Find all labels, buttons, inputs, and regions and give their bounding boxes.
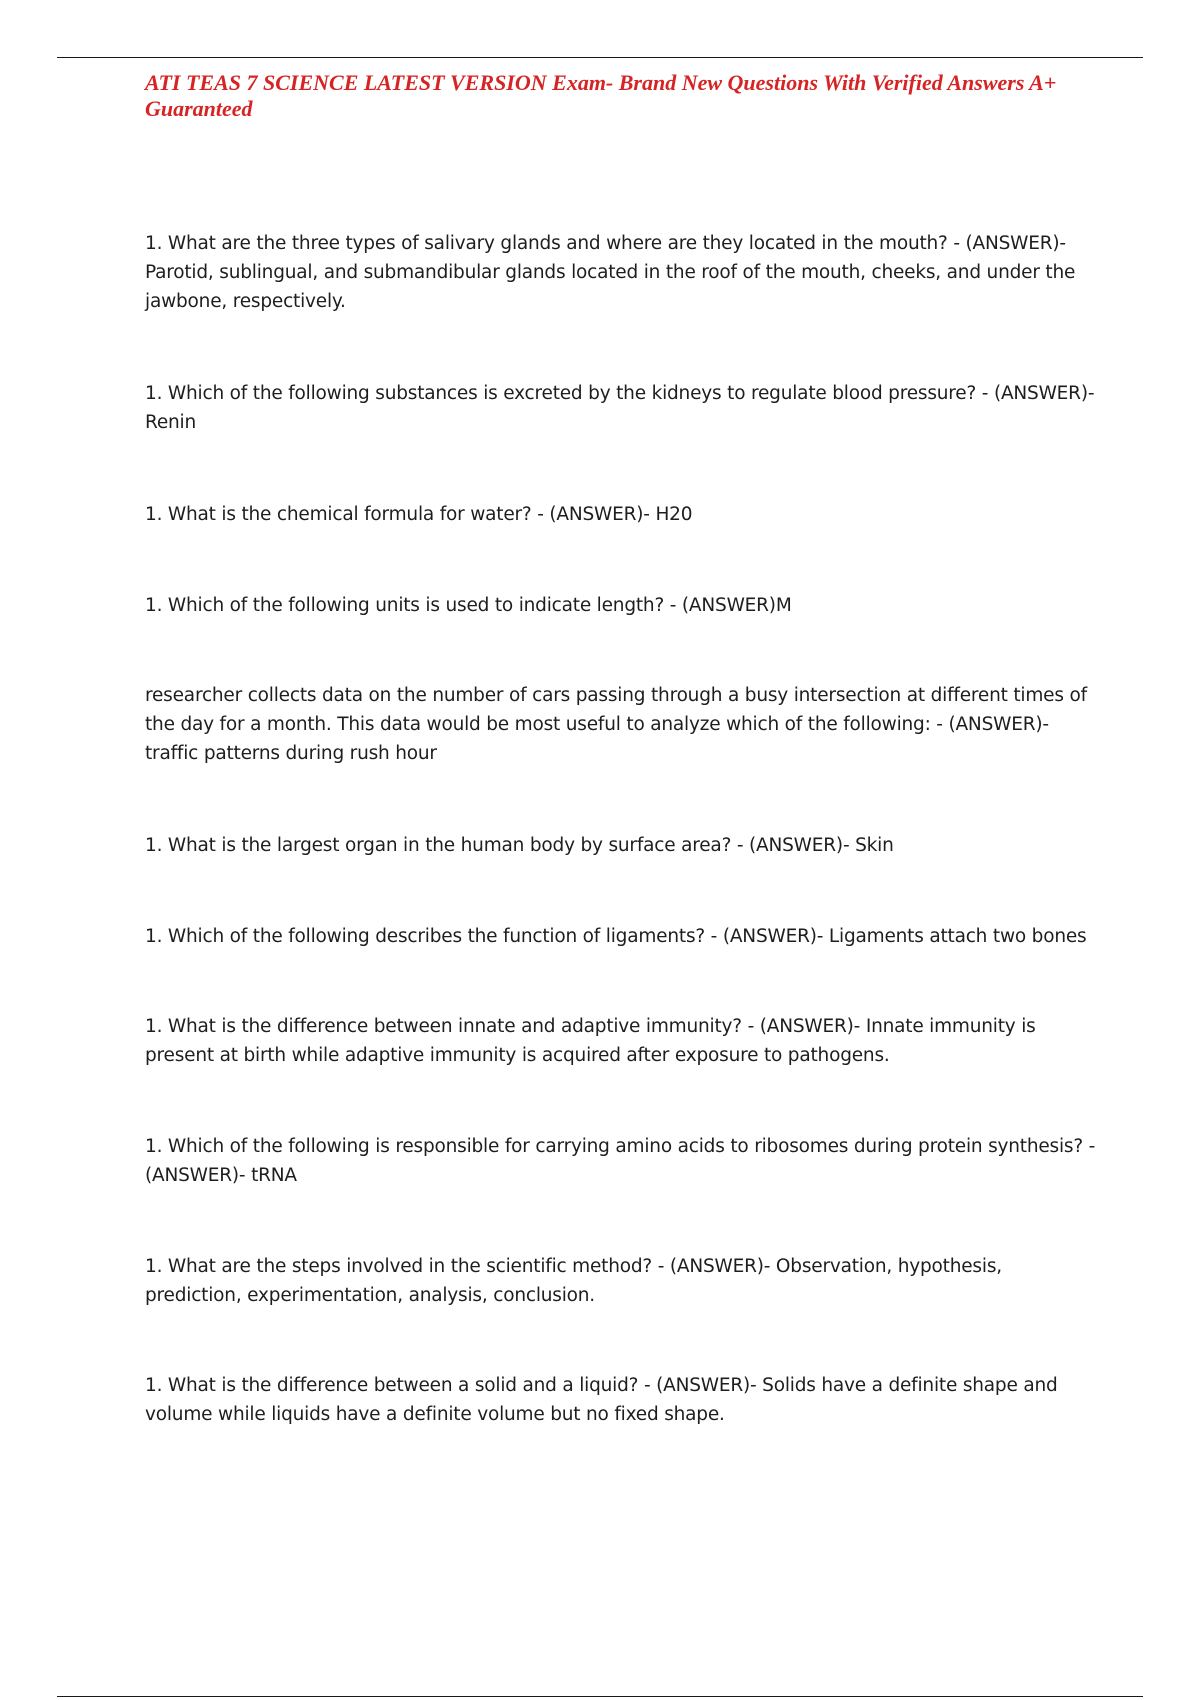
qa-item-scientific-method: 1. What are the steps involved in the scientific method? - (ANSWER)- Observation, hypothesis, prediction, experimentation, analysis, conclusion. <box>145 1256 1002 1306</box>
qa-item-ligaments: 1. Which of the following describes the function of ligaments? - (ANSWER)- Ligaments attach two bones <box>145 926 1087 947</box>
qa-item-largest-organ: 1. What is the largest organ in the human body by surface area? - (ANSWER)- Skin <box>145 835 894 856</box>
qa-item-renin: 1. Which of the following substances is excreted by the kidneys to regulate blood pressure? - (ANSWER)- Renin <box>145 383 1095 433</box>
document-title: ATI TEAS 7 SCIENCE LATEST VERSION Exam- Brand New Questions With Verified Answers A+ Guaranteed <box>145 70 1057 121</box>
qa-item-water-formula: 1. What is the chemical formula for water? - (ANSWER)- H20 <box>145 504 693 525</box>
qa-item-trna: 1. Which of the following is responsible for carrying amino acids to ribosomes during protein synthesis? - (ANSWER)- tRNA <box>145 1136 1096 1186</box>
bottom-divider <box>57 1696 1143 1697</box>
qa-item-immunity: 1. What is the difference between innate and adaptive immunity? - (ANSWER)- Innate immunity is present at birth while adaptive immunity is acquired after exposure to pathogens. <box>145 1016 1036 1066</box>
qa-item-salivary-glands: 1. What are the three types of salivary glands and where are they located in the mouth? - (ANSWER)- Parotid, sublingual, and submandibular glands located in the roof of the mouth, cheeks, and under the jawbone, respectively. <box>145 233 1076 312</box>
qa-item-traffic-data: researcher collects data on the number of cars passing through a busy intersection at different times of the day for a month. This data would be most useful to analyze which of the following: - (ANSWER)- traffic patterns during rush hour <box>145 685 1087 764</box>
top-divider <box>57 57 1143 58</box>
qa-item-solid-liquid: 1. What is the difference between a solid and a liquid? - (ANSWER)- Solids have a definite shape and volume while liquids have a definite volume but no fixed shape. <box>145 1375 1058 1425</box>
qa-item-length-units: 1. Which of the following units is used to indicate length? - (ANSWER)M <box>145 595 792 616</box>
